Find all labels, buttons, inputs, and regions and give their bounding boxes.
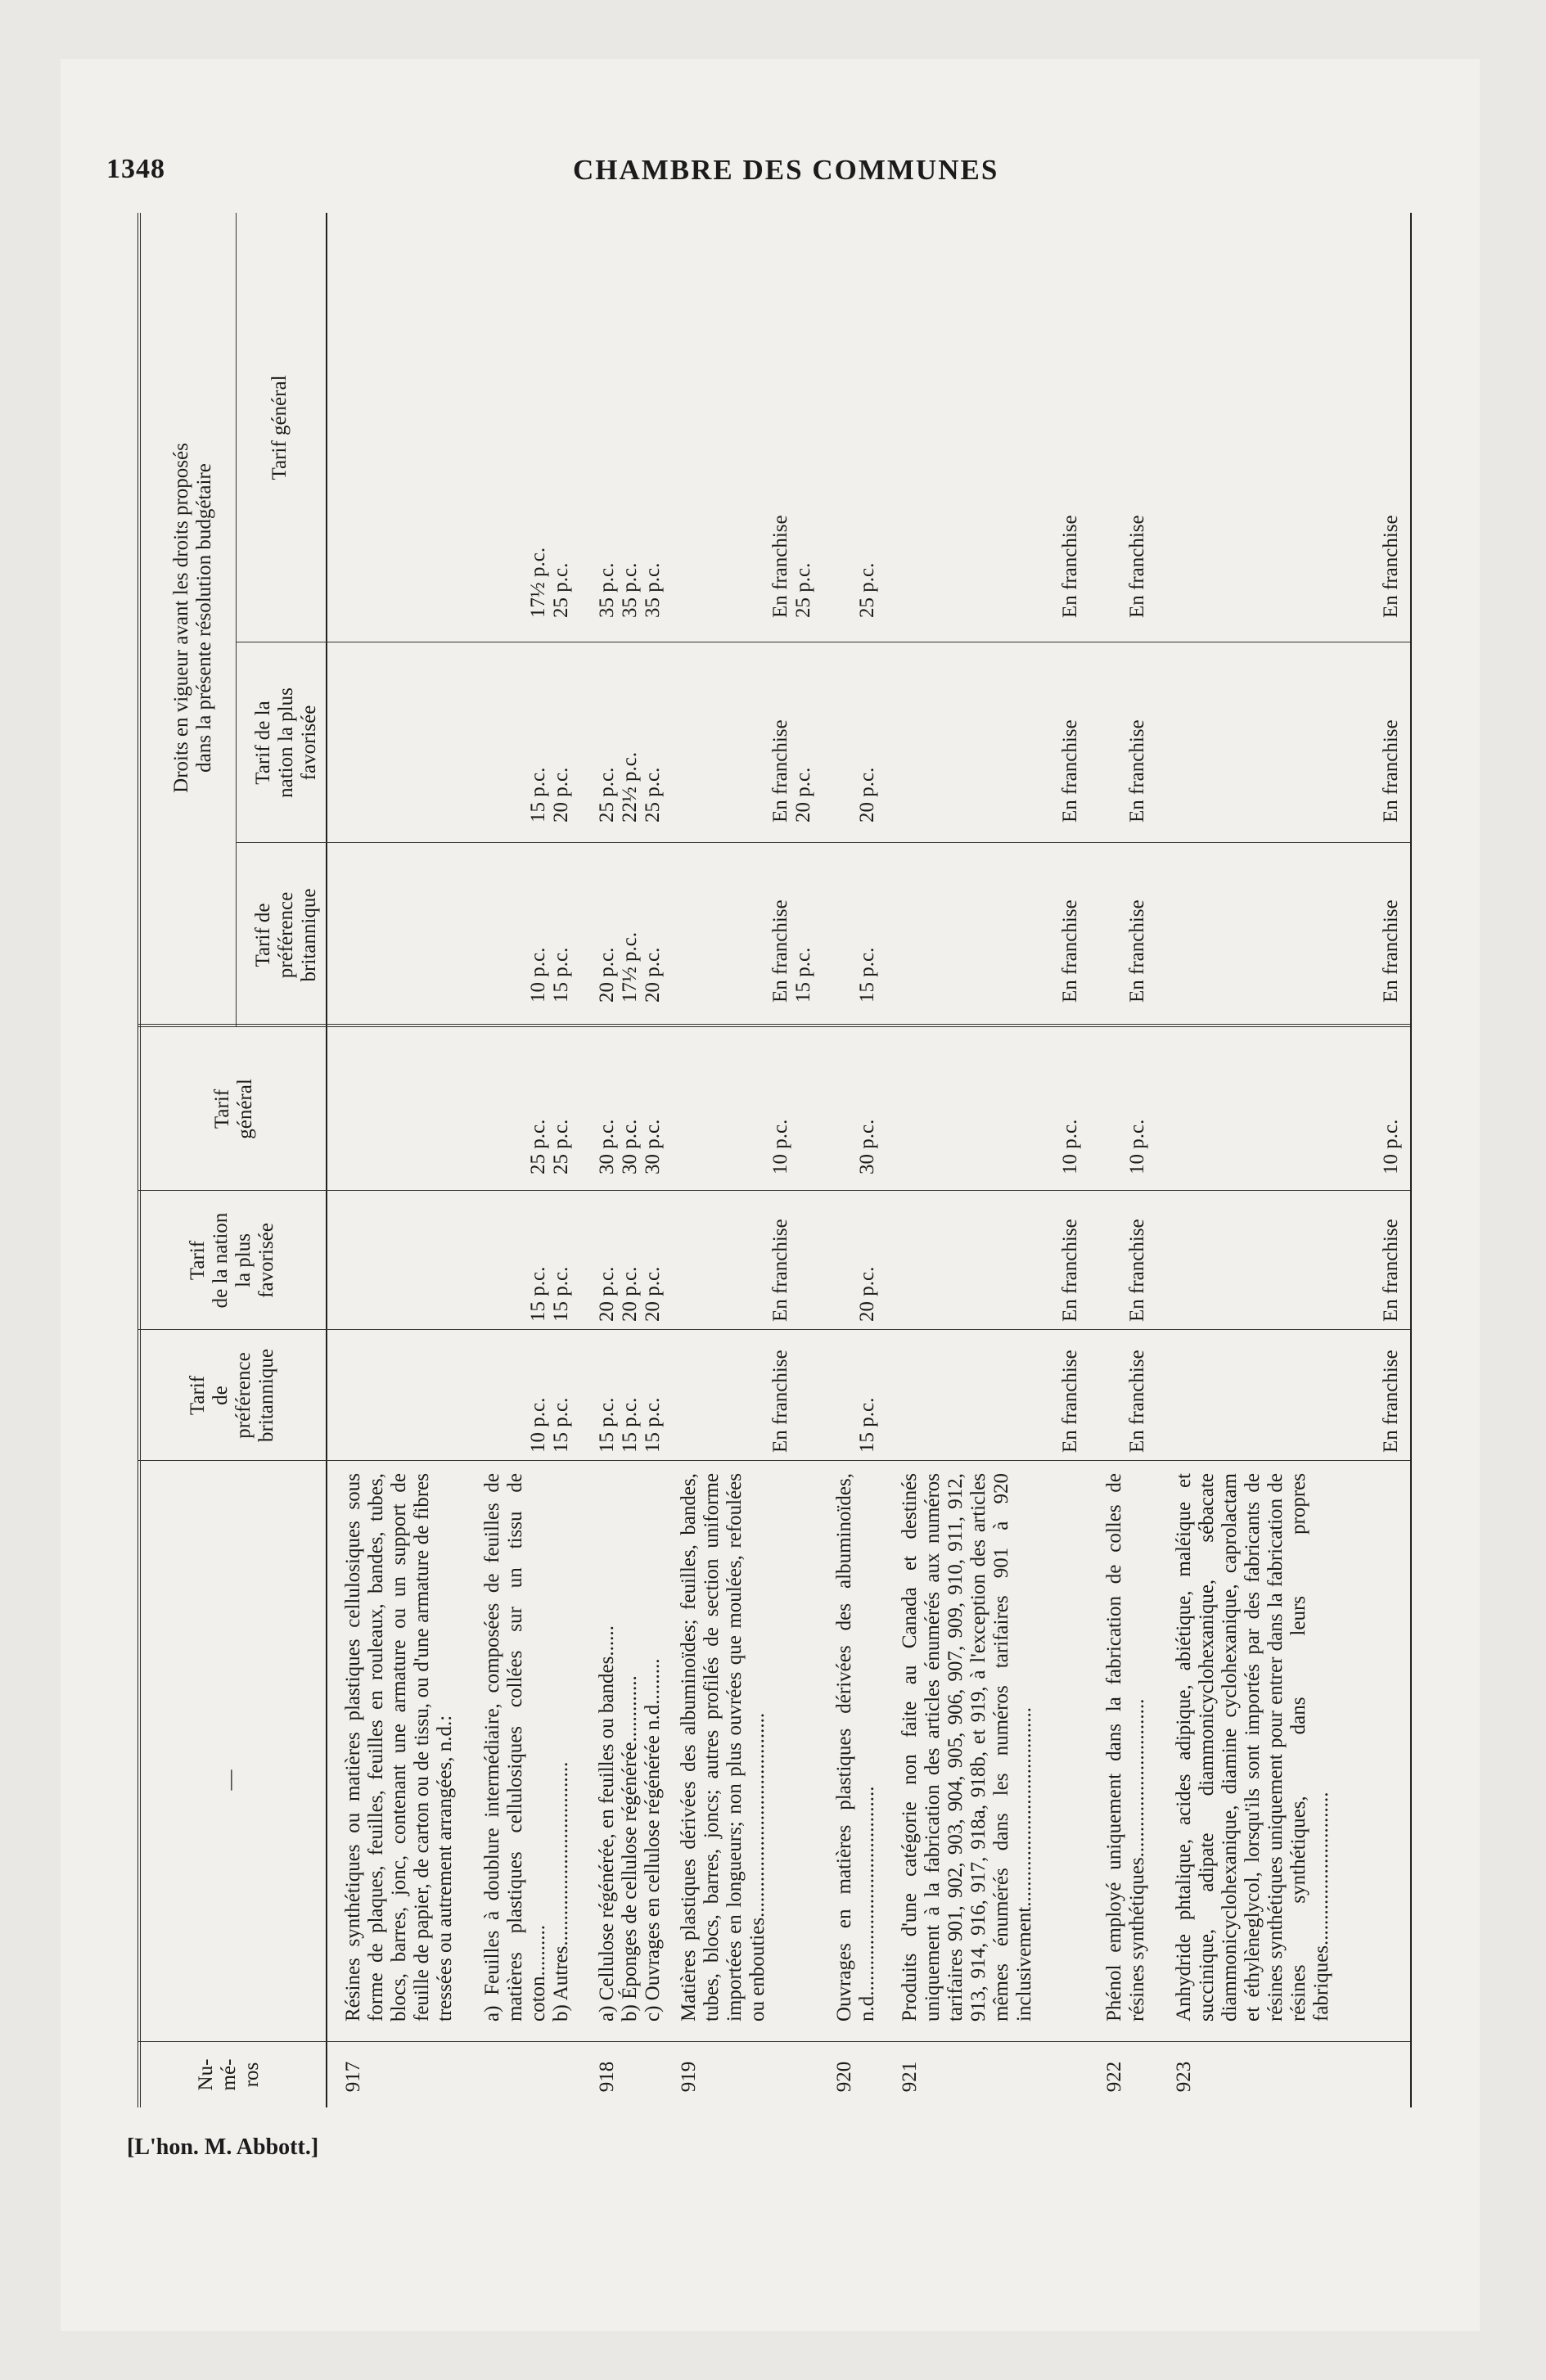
col-rule	[137, 2041, 1410, 2042]
row-description: Produits d'une catégorie non faite au Canada et destinés uniquement à la fabrication des articles énumérés aux numéros tarifaires 901, 902, 903, 904, 905, 906, 907, 909, 910, 911, 912, 913, 914, 916, 917, 918a, 918b, et 919, à l'exception des articles mêmes énumérés dans les numéros tarifaires 901 à 920 inclusivement.......................................	[899, 1473, 1035, 2022]
cell-mf: En franchise	[1380, 1219, 1402, 1322]
row-description: Anhydride phtalique, acides adipique, abiétique, maléique et succinique, adipate diammonicyclohexanique, sébacate diammonicyclohexanique, diamine cyclohexanique, caprolactam et éthylèneglycol, lorsqu'ils sont importés par des fabricants de résines synthétiques uniquement pour entrer dans la fabrication de résines synthétiques, dans leurs propres fabriques..............................	[1173, 1473, 1332, 2022]
col-rule	[137, 1329, 1410, 1330]
cell-tg2: 25 p.c.	[856, 562, 878, 618]
cell-mf2: En franchise	[1059, 719, 1081, 823]
cell-tg2: En franchise	[1380, 515, 1402, 618]
cell-bp: En franchise	[1059, 1350, 1081, 1453]
cell-mf2: 20 p.c.	[856, 767, 878, 823]
page-number: 1348	[106, 154, 165, 184]
header-tg2: Tarif général	[268, 375, 291, 480]
header-group: Droits en vigueur avant les droits proposés dans la présente résolution budgétaire	[170, 443, 215, 793]
header-numeros: Nu- mé- ros	[195, 2058, 263, 2091]
row-description: Résines synthétiques ou matières plastiques cellulosiques sous forme de plaques, feuilles, feuilles en rouleaux, bandes, tubes, blocs, barres, jonc, contenant une armature ou un support de feuille de papier, de carton ou de tissu, ou d'une armature de fibres tressées ou autrement arrangées, n.d.:	[342, 1473, 456, 2022]
row-number: 921	[899, 2061, 921, 2093]
cell-mf2: 25 p.c. 22½ p.c. 25 p.c.	[596, 751, 664, 823]
row-subitems: a) Cellulose régénérée, en feuilles ou bandes...... b) Éponges de cellulose régénérée............. c) Ouvrages en cellulose régénérée n.d.........	[596, 1625, 664, 2022]
cell-mf: En franchise	[1126, 1219, 1148, 1322]
cell-bp: 10 p.c. 15 p.c.	[527, 1397, 572, 1453]
cell-tg2: 17½ p.c. 25 p.c.	[527, 547, 572, 618]
row-number: 922	[1103, 2061, 1125, 2093]
page-title: CHAMBRE DES COMMUNES	[573, 154, 999, 186]
cell-bp: En franchise	[1380, 1350, 1402, 1453]
col-rule	[236, 842, 1410, 843]
cell-mf2: En franchise 20 p.c.	[769, 719, 814, 823]
cell-mf: 15 p.c. 15 p.c.	[527, 1266, 572, 1322]
header-description: —	[219, 1769, 241, 1791]
cell-tg2: En franchise	[1126, 515, 1148, 618]
table-top-rule	[137, 213, 141, 2107]
header-mf2: Tarif de la nation la plus favorisée	[252, 687, 320, 798]
cell-mf: En franchise	[1059, 1219, 1081, 1322]
header-tg: Tarif général	[211, 1079, 256, 1139]
header-bp: Tarif de préférence britannique	[187, 1349, 277, 1442]
cell-mf: En franchise	[769, 1219, 791, 1322]
cell-tg2: 35 p.c. 35 p.c. 35 p.c.	[596, 562, 664, 618]
row-number: 918	[596, 2061, 618, 2093]
cell-tg2: En franchise	[1059, 515, 1081, 618]
cell-bp: 15 p.c. 15 p.c. 15 p.c.	[596, 1397, 664, 1453]
cell-tg: 10 p.c.	[769, 1119, 791, 1174]
speaker-attribution: [L'hon. M. Abbott.]	[127, 2134, 319, 2160]
cell-bp2: 20 p.c. 17½ p.c. 20 p.c.	[596, 931, 664, 1003]
cell-mf: 20 p.c.	[856, 1266, 878, 1322]
cell-bp: 15 p.c.	[856, 1397, 878, 1453]
cell-tg2: En franchise 25 p.c.	[769, 515, 814, 618]
cell-tg: 30 p.c. 30 p.c. 30 p.c.	[596, 1119, 664, 1174]
header-bp2: Tarif de préférence britannique	[252, 888, 320, 982]
header-rule	[326, 213, 327, 2107]
tariff-table	[137, 213, 1414, 2107]
row-number: 920	[833, 2061, 855, 2093]
cell-tg: 10 p.c.	[1380, 1119, 1402, 1174]
cell-bp2: En franchise	[1126, 899, 1148, 1003]
col-rule	[137, 1190, 1410, 1191]
row-description: Ouvrages en matières plastiques dérivées des albuminoïdes, n.d.........................................	[833, 1473, 878, 2022]
row-number: 917	[342, 2061, 364, 2093]
group-rule	[236, 213, 237, 1027]
cell-tg: 30 p.c.	[856, 1119, 878, 1174]
row-subitems: a) Feuilles à doublure intermédiaire, composées de feuilles de matières plastiques cellulosiques collées sur un tissu de coton.......... b) Autres....................................	[481, 1473, 572, 2022]
cell-mf2: En franchise	[1380, 719, 1402, 823]
col-rule	[137, 1460, 1410, 1461]
cell-mf2: 15 p.c. 20 p.c.	[527, 767, 572, 823]
cell-mf: 20 p.c. 20 p.c. 20 p.c.	[596, 1266, 664, 1322]
row-number: 923	[1173, 2061, 1195, 2093]
row-number: 919	[678, 2061, 700, 2093]
cell-tg: 10 p.c.	[1059, 1119, 1081, 1174]
row-description: Matières plastiques dérivées des albuminoïdes; feuilles, bandes, tubes, blocs, barres, joncs; autres profilés de section uniforme importées en longueurs; non plus ouvrées que moulées, refoulées ou enbouties........................................	[678, 1473, 768, 2022]
col-rule	[137, 1024, 1410, 1027]
row-description: Phénol employé uniquement dans la fabrication de colles de résines synthétiques...............................	[1103, 1473, 1148, 2022]
cell-bp2: 15 p.c.	[856, 947, 878, 1003]
cell-bp2: En franchise 15 p.c.	[769, 899, 814, 1003]
cell-bp2: En franchise	[1380, 899, 1402, 1003]
header-mf: Tarif de la nation la plus favorisée	[187, 1212, 277, 1309]
cell-tg: 25 p.c. 25 p.c.	[527, 1119, 572, 1174]
table-bottom-rule	[1410, 213, 1412, 2107]
cell-tg: 10 p.c.	[1126, 1119, 1148, 1174]
cell-bp: En franchise	[1126, 1350, 1148, 1453]
cell-bp2: En franchise	[1059, 899, 1081, 1003]
cell-bp: En franchise	[769, 1350, 791, 1453]
cell-mf2: En franchise	[1126, 719, 1148, 823]
cell-bp2: 10 p.c. 15 p.c.	[527, 947, 572, 1003]
